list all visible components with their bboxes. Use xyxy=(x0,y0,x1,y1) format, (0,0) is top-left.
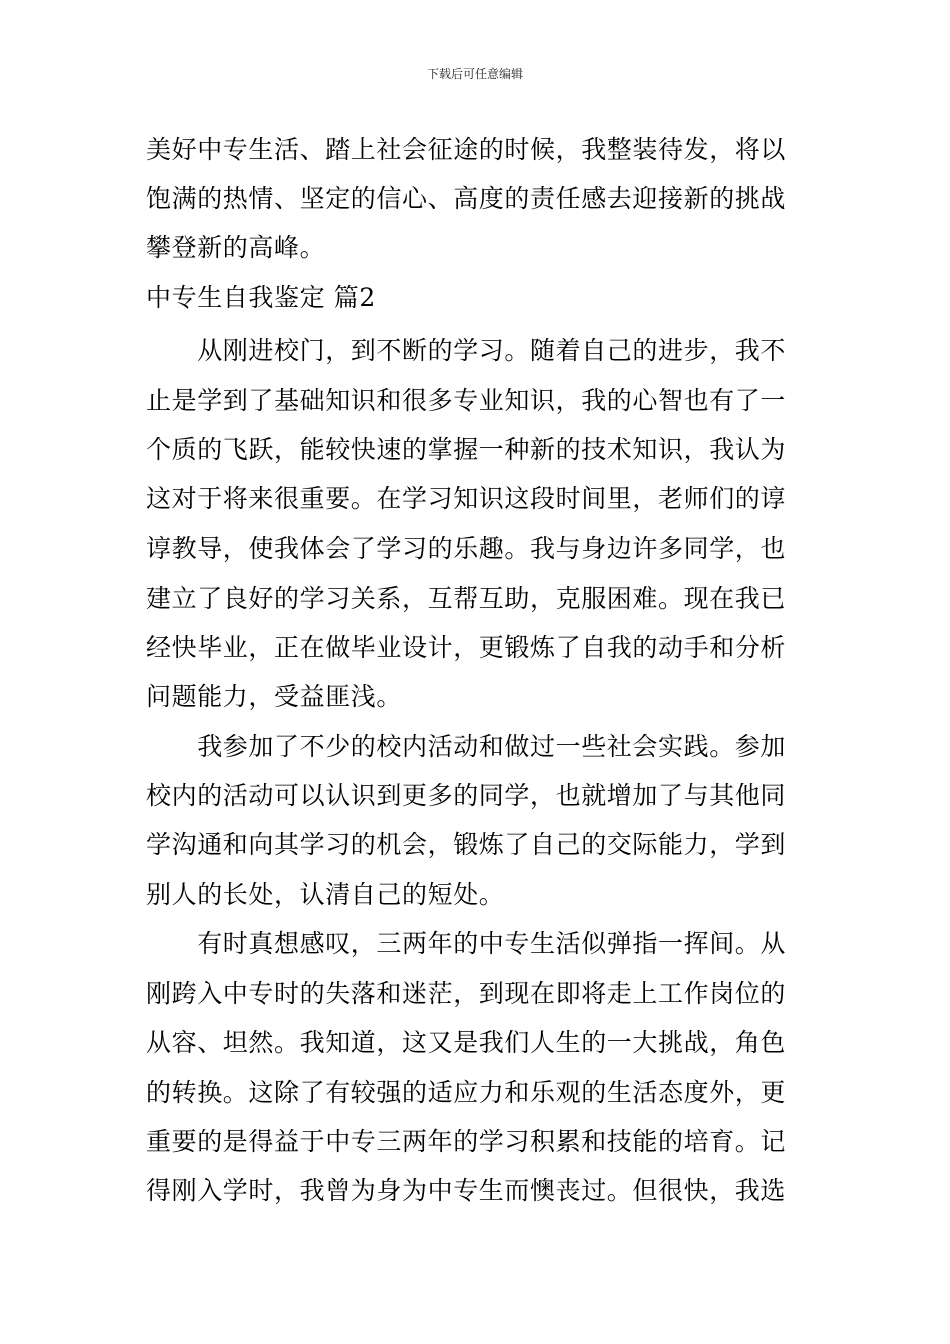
section-heading: 中专生自我鉴定 篇2 xyxy=(146,283,376,312)
text-line: 从容、坦然。我知道，这又是我们人生的一大挑战，角色 xyxy=(146,1028,787,1057)
text-line: 重要的是得益于中专三两年的学习积累和技能的培育。记 xyxy=(146,1127,787,1156)
page-header-note: 下载后可任意编辑 xyxy=(426,67,523,81)
text-line: 经快毕业，正在做毕业设计，更锻炼了自我的动手和分析 xyxy=(146,633,787,662)
text-line: 得刚入学时，我曾为身为中专生而懊丧过。但很快，我选 xyxy=(146,1176,787,1205)
text-line: 别人的长处，认清自己的短处。 xyxy=(146,880,505,909)
text-line: 建立了良好的学习关系，互帮互助，克服困难。现在我已 xyxy=(146,584,787,613)
text-line: 谆教导，使我体会了学习的乐趣。我与身边许多同学，也 xyxy=(146,534,787,563)
text-line: 止是学到了基础知识和很多专业知识，我的心智也有了一 xyxy=(146,386,787,415)
text-line: 校内的活动可以认识到更多的同学，也就增加了与其他同 xyxy=(146,781,787,810)
text-line: 我参加了不少的校内活动和做过一些社会实践。参加 xyxy=(146,732,787,761)
text-line: 刚跨入中专时的失落和迷茫，到现在即将走上工作岗位的 xyxy=(146,979,787,1008)
text-line: 美好中专生活、踏上社会征途的时候，我整装待发，将以 xyxy=(146,135,787,164)
text-line: 个质的飞跃，能较快速的掌握一种新的技术知识，我认为 xyxy=(146,435,787,464)
text-line: 饱满的热情、坚定的信心、高度的责任感去迎接新的挑战 xyxy=(146,184,787,213)
text-line: 这对于将来很重要。在学习知识这段时间里，老师们的谆 xyxy=(146,484,787,513)
text-line: 学沟通和向其学习的机会，锻炼了自己的交际能力，学到 xyxy=(146,830,787,859)
text-line: 有时真想感叹，三两年的中专生活似弹指一挥间。从 xyxy=(146,929,787,958)
text-line: 攀登新的高峰。 xyxy=(146,233,326,262)
text-line: 问题能力，受益匪浅。 xyxy=(146,682,403,711)
text-line: 的转换。这除了有较强的适应力和乐观的生活态度外，更 xyxy=(146,1078,787,1107)
text-line: 从刚进校门，到不断的学习。随着自己的进步，我不 xyxy=(146,336,787,365)
